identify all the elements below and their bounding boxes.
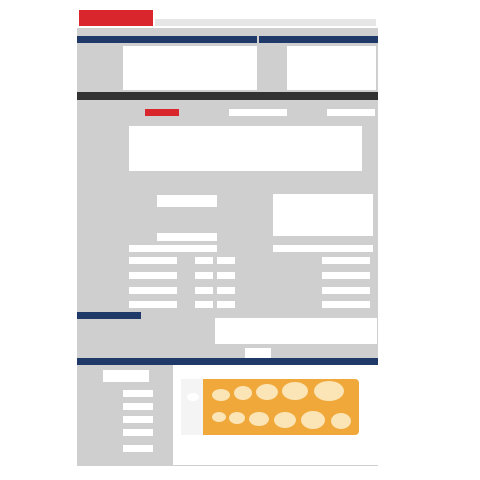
- tolerance-field-4: [195, 301, 213, 308]
- meta-row: [155, 19, 376, 26]
- photo-title-bar: [173, 358, 378, 365]
- pack-length-field: [322, 257, 370, 264]
- product-length-field: [129, 257, 177, 264]
- tolerance-field-2: [195, 272, 213, 279]
- dimensions-header-left: [129, 245, 217, 252]
- stencil-hole: [314, 381, 344, 401]
- method-field-3: [217, 287, 235, 294]
- stencil-hole: [234, 386, 252, 400]
- client-ref-field: [229, 109, 287, 116]
- product-photo-image: [173, 365, 378, 465]
- price-title-bar: [77, 358, 173, 365]
- price-photo-section: [77, 358, 378, 466]
- agent-fields: [287, 46, 376, 90]
- stencil-hole: [256, 384, 278, 400]
- pack-width-field: [322, 272, 370, 279]
- agent-title-bar: [259, 36, 378, 43]
- product-photo: [173, 365, 378, 465]
- pack-height-field: [322, 287, 370, 294]
- dimensions-header-right: [273, 245, 373, 252]
- packaging-fields: [157, 233, 217, 241]
- moulding-fields: [157, 195, 217, 207]
- logistics-title-bar: [77, 312, 141, 319]
- discount-3-field: [123, 429, 153, 436]
- brand-field: [327, 109, 375, 116]
- stencil-hole: [212, 389, 230, 401]
- logistics-section: [77, 312, 378, 364]
- pack-weight-field: [322, 301, 370, 308]
- tolerance-field-1: [195, 257, 213, 264]
- discount-2-field: [123, 416, 153, 423]
- product-info-section: [77, 92, 378, 312]
- brand-logo: [79, 10, 153, 26]
- stencil-hole: [229, 412, 245, 424]
- description-box: [129, 126, 362, 171]
- product-height-field: [129, 287, 177, 294]
- stencil-label-panel: [181, 379, 203, 435]
- price-type-table: [103, 370, 149, 382]
- stencil-hole: [249, 412, 269, 426]
- supplier-title-bar: [77, 36, 257, 43]
- ean-codes-box: [273, 194, 373, 236]
- supplier-agent-section: [77, 36, 378, 92]
- method-field-4: [217, 301, 235, 308]
- supplier-fields: [123, 46, 257, 90]
- stencil-hole: [301, 411, 325, 429]
- product-weight-field: [129, 301, 177, 308]
- product-info-title-bar: [77, 92, 378, 100]
- product-sheet: [77, 8, 378, 466]
- stencil-hole: [282, 382, 308, 400]
- stencil-hole: [331, 413, 351, 429]
- method-field-2: [217, 272, 235, 279]
- logistics-table: [215, 318, 377, 344]
- discount-1-field: [123, 403, 153, 410]
- stencil-hole: [274, 412, 296, 428]
- stencil-hole: [187, 393, 199, 401]
- product-width-field: [129, 272, 177, 279]
- method-field-1: [217, 257, 235, 264]
- product-ref-field: [145, 109, 179, 116]
- list-price-field: [123, 390, 153, 397]
- net-price-field: [123, 445, 153, 452]
- tolerance-field-3: [195, 287, 213, 294]
- stencil-hole: [212, 412, 226, 422]
- title-area: [155, 10, 376, 18]
